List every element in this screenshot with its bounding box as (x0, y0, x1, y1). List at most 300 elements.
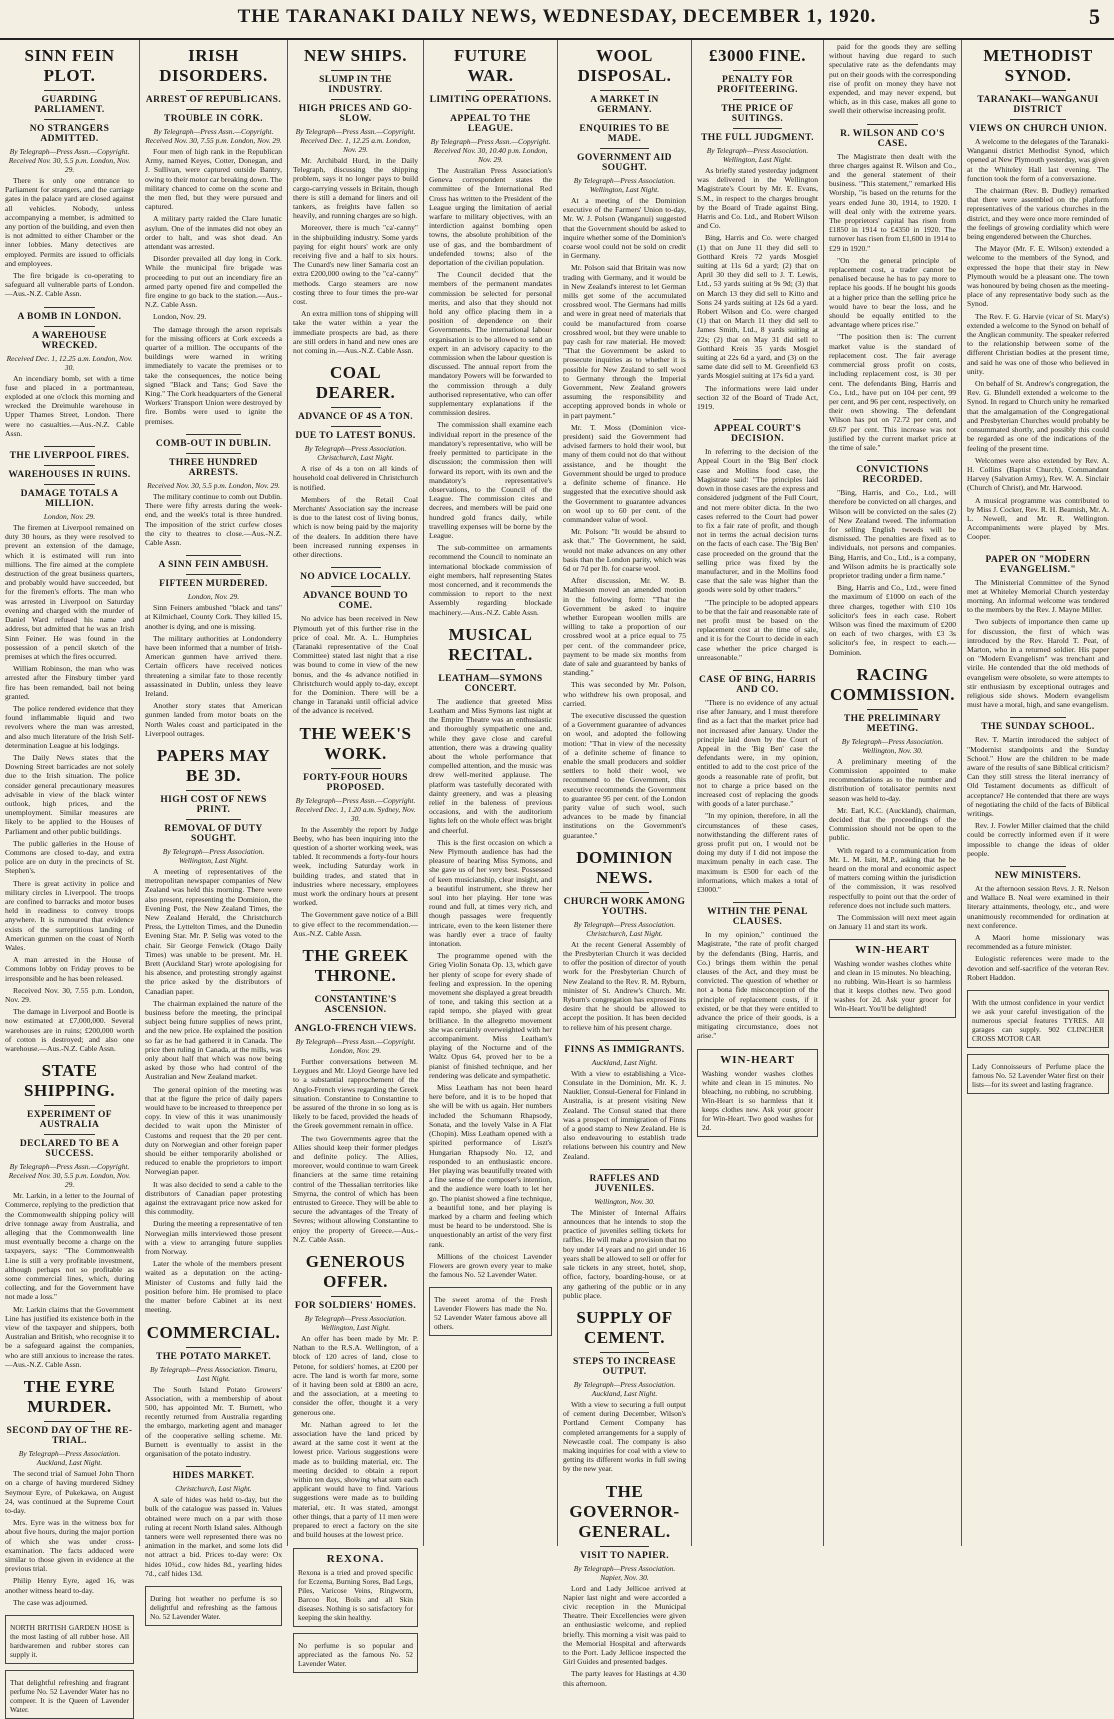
article-paragraph: An incendiary bomb, set with a time fuse and placed in a portmanteau, exploded at one o'clock this morning and wrecked the Dreimuhle warehouse in Upper Thames Street, London. There were no casualties.—Aus.-N.Z. Cable Assn. (5, 373, 134, 438)
article-dateline: By Telegraph—Press Association. Wellington, Last Night. (304, 1314, 407, 1333)
article-paragraph: The Council decided that the members of the permanent mandates commission be selected for personal merits, and also that they should not hold any office placing them in a position of dependence on their Governments. The international labour organisation is to be allowed to send an expert in an advisory capacity to the commission when the labour question is discussed. The annual report from the mandatory Powers will be forwarded to the commission through a duly authorised representative, who can offer supplementary explanations if the commission desires. (429, 270, 552, 418)
article (563, 1308, 686, 1474)
article-subheading: APPEAL COURT'S DECISION. (713, 424, 802, 445)
rule-divider (867, 460, 918, 461)
article-subheading: HIGH PRICES AND GO-SLOW. (298, 104, 413, 124)
advertisement-text: Rexona is a tried and proved specific for Eczema, Burning Sores, Bad Legs, Piles, Varicose Veins, Ringworm, Barcoo Rot, Boils and all Skin diseases. Nothing is so satisfactory for keeping the skin healthy. (298, 1567, 413, 1622)
article-subheading: CHURCH WORK AMONG YOUTHS. (563, 896, 686, 917)
article-dateline: By Telegraph—Press Assn.—Copyright. Received Nov. 30, 5.5 p.m. London, Nov. 29. (8, 1162, 131, 1190)
article-paragraph: The Minister of Internal Affairs announces that he intends to stop the practice of juveniles selling tickets for raffles. He will make a provision that no boy under 14 years and no girl under 16 years shall be allowed to sell or offer for sale tickets in any street, hotel, shop, office, factory, boarding-house, or at any gathering of the public or in any public place. (563, 1207, 687, 1300)
article-subheading: GUARDING PARLIAMENT. (34, 95, 105, 115)
article-paragraph: A musical programme was contributed to by Miss J. Cocker, Rev. R. H. Beamish, Mr. A. L. Newell, and Mr. R. Wellington. Accompaniments were played by Mrs. Cooper. (967, 495, 1110, 542)
article-dateline: Wellington, Nov. 30. (594, 1196, 655, 1206)
rule-divider (44, 446, 96, 447)
article-subheading: STEPS TO INCREASE OUTPUT. (572, 1356, 677, 1377)
article-subheading: WAREHOUSES IN RUINS. (8, 470, 131, 481)
article-dateline: Christchurch, Last Night. (175, 1484, 252, 1494)
article-subheading: APPEAL TO THE LEAGUE. (450, 114, 531, 134)
article-subheading: FINNS AS IMMIGRANTS. (564, 1044, 685, 1055)
article-paragraph: The South Island Potato Growers' Association, with a membership of about 500, has appointed Mr. T. Burnett, who recently returned from Australia regarding the embargo, marketing agent and manager of the cooperative selling scheme. Mr. Burnett is eventually to assist in the organisation of the potato industry. (145, 1384, 282, 1458)
column-1 (0, 40, 140, 1714)
rule-divider (867, 124, 918, 125)
article-subheading: WITHIN THE PENAL CLAUSES. (707, 907, 808, 928)
rule-divider (867, 709, 918, 710)
article (293, 567, 418, 715)
article-paragraph: It was also decided to send a cable to the distributors of Canadian paper protesting against the extravagant price now asked for this commodity. (145, 1179, 282, 1217)
article-paragraph: The two Governments agree that the Allies should keep their former pledges and definite policy. The Allies, moreover, would continue to warn Greek financiers at the same time retaining control of the Thessalian territories like Smyrna, the control of which has been entrusted to Greece. They will be able to secure the advantages of the Treaty of Sevres; without allowing Constantine to enjoy the property of Greece.—Aus.-N.Z. Cable Assn. (293, 1133, 418, 1244)
article-paragraph: The Magistrate then dealt with the three charges against R. Wilson and Co., and the general statement of their business. "This statement," remarked His Worship, "is based on the returns for the years ended June 30, 1914, to 1920. I will deal only with the extreme years. The proprietors' capital has risen from £1850 in 1914 to £4350 in 1920. The turnover has risen from £1,600 in 1914 to £29 in 1920." (829, 151, 956, 253)
column-6 (692, 40, 824, 1546)
rule-divider (733, 419, 781, 420)
article-subheading: VIEWS ON CHURCH UNION. (968, 124, 1108, 134)
article-paragraph: The military authorities at Londonderry have been informed that a number of Irish-American gunmen have arrived there. Certain officers have received notices threatening a similar fate to those recently assassinated in Dublin, unless they leave Ireland. (145, 633, 282, 698)
article-paragraph: "There is no evidence of any actual rise after January, and I must therefore find as a fact that the market price had not increased after January. Under the principle laid down by the Court of Appeal in the 'Big Ben' case the defendants were, in my opinion, entitled to add to the cost price of the goods a reasonable rate of profit, but not to charge a price based on the increased cost of replacing the goods with goods of a later purchase." (697, 697, 818, 809)
rule-divider (600, 892, 649, 893)
article-dateline: By Telegraph—Press Association. Wellington, Last Night. (706, 146, 809, 164)
article (697, 902, 818, 1040)
article-subheading: ENQUIRIES TO BE MADE. (579, 124, 670, 144)
article-subheading: DECLARED TO BE A SUCCESS. (19, 1139, 120, 1160)
article-subheading: EXPERIMENT OF AUSTRALIA (27, 1110, 112, 1131)
article (563, 46, 686, 840)
article (145, 434, 282, 547)
article (967, 866, 1109, 982)
advertisement (967, 990, 1109, 1048)
rule-divider (331, 1296, 381, 1297)
article-paragraph: Later the whole of the members present waited as a deputation on the acting-Minister of Customs and fully laid the position before him. He promised to place the matter before Cabinet at its next meeting. (145, 1259, 282, 1315)
article-paragraph: The damage in Liverpool and Bootle is now estimated at £7,000,000. Several warehouses are in ruins; £200,000 worth of cotton is destroyed; and also one warehouse.—Aus.-N.Z. Cable Assn. (5, 1007, 134, 1054)
article-paragraph: The audience that greeted Miss Leatham and Miss Symons last night at the Empire Theatre was an enthusiastic and thoroughly sympathetic one and, while they gave close and careful attention, there was a drawing quality about the whole performance that compelled attention, and the music was drew well-merited applause. The platform was tastefully decorated with dainty greenery, and was a pleasing relief in the baleness of previous occasions, and with the auditorium lights left on the whole effect was bright and cheerful. (429, 696, 552, 835)
article-subheading: DUE TO LATEST BONUS. (295, 431, 416, 442)
article-dateline: By Telegraph—Press Assn.—Copyright. Received Nov. 30, 5.5 p.m. London, Nov. 29. (8, 147, 131, 174)
rule-divider (733, 902, 781, 903)
article-subheading: NO STRANGERS ADMITTED. (29, 124, 110, 144)
article-paragraph: In the Assembly the report by Judge Beeby, who has been inquiring into the question of a shorter working week, was tabled. It recommends a forty-four hours week, including Saturday work in building trades, and stated that in industries where necessary, employees must work the ordinary hours at present worked. (293, 824, 418, 908)
article-dateline: By Telegraph—Press Association. Christchurch, Last Night. (304, 444, 407, 463)
article-paragraph: A preliminary meeting of the Commission appointed to make recommendations as to the number and distribution of totalisator permits next season was held to-day. (829, 756, 956, 803)
article-dateline: By Telegraph—Press Association. Napier, Nov. 30. (573, 1563, 676, 1582)
article-paragraph: The damage through the arson reprisals for the missing officers at Cork exceeds a quarter of a million. The occupants of the buildings were warned in writing immediately to vacate the premises or to take the consequences, the notice being signed "Black and Tans; God Save the King." The Cork headquarters of the General Workers' Transport Union were destroyed by fire. Bombs were used to ignite the premises. (145, 324, 282, 426)
rule-divider (186, 555, 241, 556)
article-paragraph: No advice has been received in New Plymouth yet of this further rise in the price of coal. Mr. A. L. Humphries (Taranaki representative of the Coal Committee) stated last night that a rise was bound to come in view of the new bonus, and the 4s advance notified in Christchurch would apply to-day, except for the Dominion. There will be a change in Taranaki until official advice of the advance is received. (293, 614, 418, 716)
article-subheading: SLUMP IN THE INDUSTRY. (319, 75, 392, 95)
rule-divider (331, 426, 381, 427)
article-paragraph: Rev. J. Fowler Miller claimed that the child could be correctly informed even if it were impossible to change the ideas of older people. (967, 821, 1109, 858)
article-dateline: By Telegraph—Press Assn.—Copyright. Received Nov. 30, 7.55 p.m. London, Nov. 29. (145, 127, 282, 145)
article (967, 717, 1109, 858)
article (829, 460, 956, 657)
article (145, 1323, 282, 1459)
article-paragraph: Mr. Polson: "It would be absurd to ask that." The Government, he said, would not make advances on any other basis than the London parity, which was 6d or 7d per lb. for coarse wool. (563, 527, 686, 573)
article-dateline: Received Nov. 30, 5.5 p.m. London, Nov. 29. (147, 480, 280, 490)
article (145, 46, 282, 426)
article-paragraph: In my opinion," continued the Magistrate, "the rate of profit charged by the defendants (Bing, Harris, and Co.) brings them within the penal clauses of the Act, and they must be convicted. The question of whether or not a bona fide misconception of the principle of replacement costs, if it existed, or be that they were entitled to advance the price of their goods, is a mitigating circumstance, does not arise." (697, 930, 818, 1041)
article-dateline: By Telegraph—Press Association. Wellington, Last Night. (162, 846, 265, 865)
article-paragraph: "Bing, Harris, and Co., Ltd., will therefore be convicted on all charges, and Wilson will be convicted on the sales (2) of New Zealand tweed. The information for selling English tweeds will be dismissed. The penalties are fixed as to individuals, not persons and companies. Bing, Harris, and Co., Ltd., is a company, and Wilson admits he is practically sole proprietor trading under a firm name." (829, 488, 956, 580)
article-headline: WOOL DISPOSAL. (577, 46, 672, 85)
rule-divider (1010, 866, 1067, 867)
article-paragraph: Bing, Harris and Co., Ltd., were fined the maximum of £1000 on each of the three charges, together with £10 10s solicitor's fees in each case. Robert Wilson was fined the maximum of £200 on each of two charges, with £3 3s solicitor's fee, in respect to each.—Dominion. (829, 583, 956, 657)
rule-divider (331, 70, 381, 71)
article-paragraph: Sinn Feiners ambushed "black and tans" at Kilmichael, County Cork. They killed 15, another is dying, and one is missing. (145, 603, 282, 631)
article-dateline: By Telegraph—Press Assn.—Copyright. Received Dec. 1, 12.25 a.m. London, Nov. 29. (295, 127, 416, 154)
article-subheading: FOR SOLDIERS' HOMES. (294, 1301, 417, 1312)
advertisement-text: No perfume is so popular and appreciated as the famous No. 52 Lavender Water. (298, 1640, 413, 1668)
article-paragraph: Mr. Larkin, in a letter to the Journal of Commerce, replying to the prediction that the Commonwealth shipping policy will drive tonnage away from Australia, and alleging that the Commonwealth line must eventually become a charge on the taxpayers, says: "The Commonwealth Line is still a very profitable investment, although perhaps not so profitable as some commercial lines, which, during collecting, and for the Government have not made a loss." (5, 1191, 134, 1302)
article-subheading: NEW MINISTERS. (994, 871, 1082, 882)
article-paragraph: Four men of high rank in the Republican Army, named Keyes, Cotter, Donegan, and J. Sullivan, were captured outside Bantry, owing to their motor car breaking down. The military chanced to come on the scene and the men fled, but they were pursued and captured. (145, 147, 282, 212)
rule-divider (331, 99, 381, 100)
advertisement-text: Lady Connoisseurs of Perfume place the famous No. 52 Lavender Water first on their lists—for its sweet and lasting fragrance. (972, 1062, 1104, 1090)
article-paragraph: Mrs. Eyre was in the witness box for about five hours, during the major portion of which she was under cross-examination. The facts adduced were similar to those given in evidence at the previous trial. (5, 1518, 134, 1574)
rule-divider (733, 70, 781, 71)
rule-divider (186, 434, 241, 435)
article-dateline: By Telegraph—Press Assn.—Copyright. Received Nov. 30, 10.40 p.m. London, Nov. 29. (430, 137, 551, 164)
article-paragraph: "The position then is: The current market value is the standard of replacement cost. The fair average commercial gross profit on costs, including replacement cost, is 30 per cent. The defendants Bing, Harris and Co., Ltd., have put on 104 per cent, 99 per cent, and 96 per cent, respectively, on their own showing. The defendant Wilson has put on 72.72 per cent, and 69.67 per cent. This increase was not justified by the current market price at the time of sale." (829, 332, 956, 452)
article-paragraph: At the recent General Assembly of the Presbyterian Church it was decided to offer the position of director of youth work for the Presbyterian Church of New Zealand to the Rev. R. M. Ryburn, minister of St. Andrew's Church. Mr. Ryburn's congregation has expressed its desire that he should be allowed to accept the position. It has been decided to relieve him of his present charge. (563, 939, 686, 1032)
article-paragraph: Philip Henry Eyre, aged 16, was another witness heard to-day. (5, 1576, 134, 1595)
article-subheading: LIMITING OPERATIONS. (429, 95, 552, 105)
article-headline: THE WEEK'S WORK. (299, 723, 412, 763)
article-paragraph: The commission shall examine each individual report in the presence of the mandatory's representative, who will be freely permitted to participate in the discussion; the commission then will forward its report, with its own and the mandatory's representative's observations, to the Council of the League. The commission cites and decrees, and members will be paid one hundred gold francs daily, while travelling expenses will be borne by the League. (429, 420, 552, 540)
masthead (0, 0, 1114, 40)
article-subheading: DAMAGE TOTALS A MILLION. (20, 489, 119, 510)
article-headline: NEW SHIPS. (304, 46, 407, 65)
article-paragraph: An extra million tons of shipping will take the water within a year the immediate prospects are bad, as there are still orders in hand and new ones are not coming in.—Aus.-N.Z. Cable Assn. (293, 309, 418, 356)
column-4 (424, 40, 558, 1546)
article-subheading: THREE HUNDRED ARRESTS. (169, 457, 258, 478)
article-paragraph: A military party raided the Clare lunatic asylum. One of the inmates did not obey an order to halt, and was shot dead. An attendant was arrested. (145, 214, 282, 252)
article-dateline: London, Nov. 29. (43, 512, 96, 522)
article (145, 1466, 282, 1578)
advertisement (429, 1287, 552, 1336)
article-paragraph: There is only one entrance to Parliament for strangers, and the carriage gates in the palace yard are closed against all vehicles. Nobody, unless accompanying a member, is admitted to any portion of the building, and even then is not admitted to either Chamber or the inner lobbies. Many detectives are employed. Permits are issued to officials and employees. (5, 176, 134, 268)
advertisement-text: NORTH BRITISH GARDEN HOSE is the most lasting of all rubber hose. All hardwaremen and rubber stores can supply it. (10, 1622, 129, 1659)
article-paragraph: This was seconded by Mr. Polson, who withdrew his own proposal, and carried. (563, 680, 686, 708)
advertisement (293, 1548, 418, 1627)
article-headline: RACING COMMISSION. (830, 664, 955, 704)
article-subheading: ADVANCE BOUND TO COME. (302, 591, 409, 612)
rule-divider (186, 1347, 241, 1348)
article (429, 46, 552, 617)
article-paragraph: The Government gave notice of a Bill to give effect to the recommendation.—Aus.-N.Z. Cable Assn. (293, 910, 418, 938)
article-paragraph: The public galleries in the House of Commons are closed to-day, and extra police are on duty in the precincts of St. Stephen's. (5, 838, 134, 876)
article-subheading: FIFTEEN MURDERED. (159, 579, 268, 590)
article-paragraph: William Robinson, the man who was arrested after the Finsbury timber yard fire has been remanded, bail not being granted. (5, 664, 134, 701)
article-subheading: THE SUNDAY SCHOOL. (981, 722, 1095, 733)
rule-divider (44, 326, 96, 327)
article-paragraph: After discussion, Mr. W. B. Mathieson moved an amended motion in the following form: "That the Government be asked to inquire whether European woollen mills are willing to take a proportion of our crossbred wool at a price equal to 75 per cent. of the commandeer price, payment to be made six months from date of sale and guaranteed by banks of standing." (563, 576, 686, 678)
article-headline: SINN FEIN PLOT. (24, 46, 115, 85)
rule-divider (1010, 717, 1067, 718)
column-8 (962, 40, 1114, 1546)
article-paragraph: A meeting of representatives of the metropolitan newspaper companies of New Zealand was held this morning. There were also present, representing the Dominion, the Evening Post, the New Zealand Times, the New Zealand Herald, the Christchurch Press, the Lyttelton Times, and the Dunedin Evening Star. Mr. P. Selig was voted to the chair. Sir George Fenwick (Otago Daily Times) was unable to be present. Mr. H. Brett (Auckland Star) wrote apologising for his absence, and protesting strongly against the price asked by the distributors of Canadian paper. (145, 866, 282, 996)
rule-divider (733, 128, 781, 129)
article-paragraph: Members of the Retail Coal Merchants' Association say the increase is due to the latest cost of living bonus, which is now being paid by the majority of the dealers. In addition there have been increased running expenses in other directions. (293, 494, 418, 560)
advertisement (293, 1633, 418, 1673)
article-subheading: COMB-OUT IN DUBLIN. (155, 438, 272, 449)
article (293, 724, 418, 938)
article-paragraph: Another story states that American gunmen landed from motor boats on the North Wales coast and participated in the Liverpool outrages. (145, 701, 282, 738)
article-paragraph: The chairman (Rev. B. Dudley) remarked that there were assembled on the platform representatives of the various churches in the district, and they were once more reminded of the feelings of growing cordiality which were being engendered between the Churches. (967, 186, 1109, 242)
rule-divider (331, 990, 381, 991)
article (967, 46, 1109, 542)
article-subheading: A BOMB IN LONDON. (17, 311, 122, 322)
article-paragraph: Mr. Polson said that Britain was now trading with Germany, and it would be in New Zealand's interest to let German mills get some of the accumulated crossbred wool. The Germans had mills and were in great need of materials that could be manufactured from coarse crossbred wool, but they were unable to pay cash for raw material. He moved: "That the Government be asked to prosecute inquiries as to whether it is possible for New Zealand to sell wool to Germany through the Imperial Government, New Zealand growers assuming the responsibility and accepting approved bonds in whole or in part payment." (563, 263, 686, 420)
rule-divider (600, 1040, 649, 1041)
article-headline: DOMINION NEWS. (576, 847, 673, 887)
article-paragraph: A welcome to the delegates of the Taranaki-Wanganui district Methodist Synod, which opened at New Plymouth yesterday, was given at the Whiteley Hall last evening. The function took the form of a conversazione. (967, 137, 1109, 183)
article-paragraph: The Mayor (Mr. F. E. Wilson) extended a welcome to the members of the Synod, and expressed the hope that their stay in New Plymouth would be a pleasant one. The town was honoured by being chosen as the meeting-place of any representative body such as the Synod. (967, 244, 1109, 309)
article-paragraph: Miss Leatham has not been heard here before, and it is to be hoped that she will be with us again. Her numbers included the Schumann Rhapsody, Sonata, and the lovely Valse in A Flat (Chopin). Miss Leatham opened with a spirited performance of Liszt's Hungarian Rhapsody No. 12, and responded to an enthusiastic encore. Her playing was beautifully treated with a fine sense of the composer's intention, and the audience were loath to let her go. The pianist showed a fine technique, a beautiful tone, and her playing is marked by a charm and feeling which must be heard to be understood. She is unquestionably an artist of the very first rank. (429, 1083, 552, 1249)
article-headline: THE GOVERNOR-GENERAL. (569, 1481, 680, 1541)
article-paragraph: As briefly stated yesterday judgment was delivered in the Wellington Magistrate's Court by Mr. E. Evans, S.M., in respect to the charges brought by the Board of Trade against Bing, Harris and Co. Ltd., and Robert Wilson and Co. (697, 166, 818, 231)
advertisement-text: With the utmost confidence in your verdict we ask your careful investigation of the numerous special features TYRES. All garages can supply. 902 CLINCHER CROSS MOTOR CAR (972, 998, 1104, 1044)
article-dateline: By Telegraph—Press Association. Auckland, Last Night. (573, 1379, 676, 1398)
rule-divider (186, 574, 241, 575)
article-subheading: ANGLO-FRENCH VIEWS. (294, 1023, 417, 1034)
article-paragraph: Moreover, there is much "ca'-canny" in the shipbuilding industry. Some yards paying for eight hours' work are only receiving five and a half to six hours. The Cunard's new liner Samaria cost an extra £200,000 owing to the "ca'-canny" methods. Cargo steamers are now costing three to four times the pre-war cost. (293, 223, 418, 307)
article-dateline: By Telegraph—Press Assn.—Copyright. London, Nov. 29. (295, 1036, 416, 1055)
article-dateline: By Telegraph—Press Assn.—Copyright. Received Dec. 1, 1.20 a.m. Sydney, Nov. 30. (295, 795, 416, 823)
article (697, 419, 818, 662)
article-subheading: THE PRICE OF SUITINGS. (721, 104, 794, 124)
article-paragraph: The police rendered evidence that they found inflammable liquid and two revolvers where the man was arrested, and also much literature of the Irish Self-determination League at his lodgings. (5, 703, 134, 750)
advertisement-text: Washing wonder washes clothes white and clean in 15 minutes. No bleaching, no rubbing. Win-Heart is so harmless that it keeps clothes new. Two good washes for 2d. Ask your grocer for Win-Heart. You'll be delighted! (834, 959, 951, 1014)
article (563, 1040, 686, 1161)
article (293, 1252, 418, 1539)
article-paragraph: With a view to securing a full output of cement during December, Wilson's Portland Cement Company has completed arrangements for a supply of Newcastle coal. The company is also making inquiries for coal with a view to getting its different works in full swing by the new year. (563, 1399, 686, 1474)
article-dateline: London, Nov. 29. (187, 592, 240, 602)
article (5, 307, 134, 438)
article-subheading: PAPER ON "MODERN EVANGELISM." (985, 554, 1091, 575)
article-paragraph: The firemen at Liverpool remained on duty 30 hours, as they were resolved to prevent an extension of the damage, which it is estimated will run into millions. The fire aimed at the complete destruction of the great business quarters, and probably would have succeeded, but for the firemen's efforts. The man who was arrested in Liverpool on Saturday evening and charged with the murder of Daniel Ward refused his name and address, but admitted that he was an Irish Sinn Feiner. He was found in the possession of a pencil sketch of the premises at which the fires occurred. (5, 523, 134, 661)
article-paragraph: The Australian Press Association's Geneva correspondent states the committee of the International Red Cross has written to the President of the League urging the limitation of aerial warfare to military objectives, with an interdiction against bombing open towns, the absolute prohibition of the use of gas, and the bombardment of undefended towns; also of the deportation of the civilian population. (429, 166, 552, 268)
column-3 (288, 40, 424, 1668)
article-subheading: HIDES MARKET. (172, 1471, 255, 1482)
article-subheading: LEATHAM—SYMONS CONCERT. (438, 673, 543, 694)
rule-divider (186, 453, 241, 454)
rule-divider (44, 307, 96, 308)
advertisement (967, 1054, 1109, 1094)
article (5, 1061, 134, 1369)
rule-divider (600, 1352, 649, 1353)
article-paragraph: At the afternoon session Revs. J. R. Nelson and Wallace B. Neal were examined in their literary attainments, theology, etc., and were unanimously recommended for ordination at next conference. (967, 884, 1109, 930)
article-subheading: VISIT TO NAPIER. (579, 1550, 670, 1561)
article-paragraph: The Daily News states that the Downing Street barricades are not solely due to the Irish situation. The police consider general precautionary measures advisable in view of the black winter outlook, high prices, and the unemployment. Similar measures are likely to be applied to the Houses of Parliament and other public buildings. (5, 752, 134, 836)
rule-divider (44, 119, 96, 120)
article (293, 946, 418, 1244)
article-paragraph: The Commission will next meet again on January 11 and start its work. (829, 913, 956, 932)
article-paragraph: A Maori home missionary was recommended as a future minister. (967, 933, 1109, 952)
advertisement (5, 1615, 134, 1664)
article-paragraph: Disorder prevailed all day long in Cork. While the municipal fire brigade was proceeding to put out an incendiary fire an armed party opened fire and compelled the fire engine to go back to the station.—Aus.-N.Z. Cable Assn. (145, 254, 282, 310)
article-paragraph: The military continue to comb out Dublin. There were fifty arrests during the week-end, and the week's total is three hundred. The imposition of the strict curfew closes the city to theatres to close.—Aus.-N.Z. Cable Assn. (145, 491, 282, 547)
advertisement (5, 1670, 134, 1719)
article (829, 124, 956, 453)
column-5 (558, 40, 692, 1688)
article-paragraph: Received Nov. 30, 7.55 p.m. London, Nov. 29. (5, 985, 134, 1005)
article-paragraph: Rev. T. Martin introduced the subject of "Modernist standpoints and the Sunday School." How are the children to be made aware of the results of sane Biblical criticism? Can they still stress the literal inerrancy of Old Testament documents as difficult of acceptance? He contended that there are ways of negotiating the child of the facts of Biblical writings. (967, 735, 1109, 818)
rule-divider (331, 407, 381, 408)
article-subheading: THE PRELIMINARY MEETING. (843, 713, 942, 734)
article-paragraph: The party leaves for Hastings at 4.30 this afternoon. (563, 1669, 686, 1688)
article-paragraph: Further conversations between M. Leygues and Mr. Lloyd George have led to a substantial rapprochement of the Anglo-French views regarding the Greek situation. Constantine to Constantine to be assured of the throne in so long as is likely to be faced, provided the heads of the Greek government remain in office. (293, 1056, 418, 1131)
article-dateline: Received Dec. 1, 12.25 a.m. London, Nov. 30. (6, 353, 133, 372)
article-paragraph: The Ministerial Committee of the Synod met at Whiteley Memorial Church yesterday morning. An informal welcome was tendered to the members by the Rev. J. Mayne Miller. (967, 577, 1109, 615)
rule-divider (186, 819, 241, 820)
rule-divider (44, 1421, 96, 1422)
article-subheading: TROUBLE IN CORK. (163, 114, 264, 124)
article-subheading: FORTY-FOUR HOURS PROPOSED. (303, 772, 408, 793)
advertisement-text: That delightful refreshing and fragrant perfume No. 52 Lavender Water has no compeer. It is the Queen of Lavender Water. (10, 1677, 129, 1714)
rule-divider (44, 484, 96, 485)
article-subheading: PENALTY FOR PROFITEERING. (717, 75, 798, 95)
advertisement-text: The sweet aroma of the Fresh Lavender Flowers has made the No. 52 Lavender Water famous above all others. (434, 1295, 547, 1332)
article (829, 42, 956, 116)
article-paragraph: An offer has been made by Mr. P. Nathan to the R.S.A. Wellington, of a block of 120 acres of land, close to Petone, for soldiers' homes, at £200 per acre. The land is worth far more, some of it having been sold at £800 an acre, and the association, at a meeting to consider the offer, thought it a very generous one. (293, 1334, 418, 1417)
rule-divider (331, 1019, 381, 1020)
rule-divider (44, 465, 96, 466)
article-paragraph: With regard to a communication from Mr. L. M. Isitt, M.P., asking that he be heard on the moral and economic aspect of matters coming within the jurisdiction of the commission, it was resolved respectfully to point out that the order of reference does not include such matters. (829, 845, 956, 910)
advertisement-text: During hot weather no perfume is so delightful and refreshing as the famous No. 52 Lavender Water. (150, 1593, 277, 1621)
article-subheading: RAFFLES AND JUVENILES. (589, 1173, 660, 1194)
article-paragraph: paid for the goods they are selling without having due regard to such speculative rate as the defendants may put on their goods with the corresponding rise of profit on money they have not expended, and may never expend, but which, as in this case, makes all gone to swell their otherwise increasing profit. (829, 42, 956, 116)
article-paragraph: The second trial of Samuel John Thorn on a charge of having murdered Sidney Seymour Eyre, of Pukekawa, on August 24, was continued at the Supreme Court to-day. (5, 1469, 134, 1515)
article-headline: THE GREEK THRONE. (302, 945, 409, 985)
article-paragraph: The chairman explained the nature of the business before the meeting, the principal subject being future supplies of news print, and the new price. He explained the position so far as he had gathered it in Canada. The price then ruling in Canada, at the mills, was only about half that which was now being asked by those who had control of the Australian and New Zealand market. (145, 998, 282, 1082)
masthead-title: THE TARANAKI DAILY NEWS, WEDNESDAY, DECEMBER 1, 1920. (237, 6, 877, 27)
rule-divider (186, 90, 241, 91)
article-headline: COMMERCIAL. (146, 1322, 281, 1342)
article-paragraph: Welcomes were also extended by Rev. A. H. Collins (Baptist Church), Commandant Harvey (Salvation Army), Rev. W. A. Sinclair (Church of Christ), and Mr. Harwood. (967, 455, 1109, 493)
rule-divider (1010, 90, 1067, 91)
article-paragraph: In referring to the decision of the Appeal Court in the 'Big Ben' clock case and Mollins food case, the Magistrate said: "The principles laid down in those cases are the express and considered judgment of the Full Court, and not mere obiter dicta. In the two cases referred to the Court had power to fix a fair rate of profit, and though not in terms the actual decision turns on the facts of each case. The 'Big Ben' case proceeded on the ground that the selling price was fixed by the manufacturer, and in the Mollins food case that the sale was higher than the goods were sold by other traders." (697, 447, 818, 595)
article (563, 848, 686, 1032)
article (293, 46, 418, 355)
article-paragraph: A sale of hides was held to-day, but the bulk of the catalogue was passed in. Values obtained were much on a par with those ruling at recent North Island sales. Although tanners were well represented there was no animation in the market, and some lots did not attract a bid. Prices to-day were: Ox hides 10¾d., cow hides 8d., yearling hides 7d., calf hides 13d. (145, 1495, 282, 1578)
rule-divider (600, 1169, 649, 1170)
article-paragraph: A man arrested in the House of Commons lobby on Friday proves to be irresponsible and he has been released. (5, 955, 134, 983)
article-paragraph: The case was adjourned. (13, 1597, 88, 1607)
article-subheading: ARREST OF REPUBLICANS. (145, 95, 282, 105)
article-paragraph: On behalf of St. Andrew's congregation, the Rev. G. Blundell extended a welcome to the Synod. In regard to Church unity he remarked that the amalgamation of the Congregational and Presbyterian Churches would probably be consummated shortly, and possibly this could be regarded as one of the indications of the feeling of the present time. (967, 379, 1109, 453)
rule-divider (44, 1134, 96, 1135)
rule-divider (44, 1105, 96, 1106)
article-subheading: SECOND DAY OF THE RE-TRIAL. (6, 1426, 133, 1447)
advertisement-title: REXONA. (326, 1552, 385, 1565)
article-headline: GENEROUS OFFER. (305, 1252, 406, 1292)
article-headline: IRISH DISORDERS. (159, 46, 268, 85)
rule-divider (466, 669, 515, 670)
article-headline: MUSICAL RECITAL. (448, 624, 533, 664)
article (697, 670, 818, 894)
article-headline: THE EYRE MURDER. (23, 1377, 116, 1417)
advertisement-text: Washing wonder washes clothes white and clean in 15 minutes. No bleaching, no rubbing, no scrubbing. Win-Heart is so harmless that it keeps clothes new. Ask your grocer for Win-Heart. Two good washes for 2d. (702, 1068, 813, 1132)
article-paragraph: The executive discussed the question of a Government guarantee of advances on wool, and adopted the following motion: "That in view of the necessity of a definite scheme of finance to enable the small producers and soldier settlers to hold their wool, we recommend to the Government, this executive recommends the Government to guarantee 95 per cent. of the London parity value of such wool, such advances to be made by financial institutions on the Government's guarantee." (563, 710, 686, 840)
page-number: 5 (1089, 4, 1100, 29)
article-paragraph: During the meeting a representative of ten Norwegian mills interviewed those present with a view to arranging future supplies from Norway. (145, 1219, 282, 1257)
article-paragraph: Lord and Lady Jellicoe arrived at Napier last night and were accorded a civic reception in the Municipal Theatre. Their Excellencies were given an enthusiastic welcome, and replied briefly. This morning a visit was paid to the Memorial Hospital and afterwards to the Port. Lady Jellicoe inspected the Girl Guides and presented badges. (563, 1583, 686, 1667)
article (829, 665, 956, 932)
column-2 (140, 40, 288, 1621)
article-paragraph: Eulogistic references were made to the devotion and self-sacrifice of the veteran Rev. Robert Haddon. (967, 954, 1109, 982)
column-7 (824, 40, 962, 1546)
article-subheading: A MARKET IN GERMANY. (590, 95, 659, 115)
advertisement (829, 939, 956, 1018)
rule-divider (733, 670, 781, 671)
rule-divider (1010, 119, 1067, 120)
article-dateline: By Telegraph—Press Association. Christchurch, Last Night. (573, 919, 676, 938)
article-paragraph: The programme opened with the Grieg Violin Sonata Op. 13, which gave her plenty of scope for every shade of feeling and expression. In the opening movement she displayed a great breadth of tone, and taking this section at a rapid tempo, she played with great brilliance. In the allegretto movement she was certainly overweighted with her accompaniment. Miss Leatham's playing of the Nocturne and of the Waltz Opus 64, proved her to be a pianist of finished technique, and her rendering was delicate and sympathetic. (429, 951, 552, 1080)
article-paragraph: The fire brigade is co-operating to safeguard all vulnerable parts of London.—Aus.-N.Z. Cable Assn. (5, 271, 134, 299)
rule-divider (600, 148, 649, 149)
article-headline: FUTURE WAR. (454, 46, 527, 85)
rule-divider (331, 567, 381, 568)
rule-divider (1010, 550, 1067, 551)
article (5, 446, 134, 1053)
article (563, 1482, 686, 1688)
rule-divider (186, 109, 241, 110)
article (145, 746, 282, 1315)
article-paragraph: There is great activity in police and military circles in Liverpool. The troops are confined to barracks and motor buses held in readiness to convey troops anywhere. It is rumoured that evidence exists of the surreptitious landing of American gunmen on the coast of North Wales. (5, 878, 134, 952)
article-paragraph: Mr. Larkin claims that the Government Line has justified its existence both in the view of the taxpayer and shippers, both Australian and British, who recognise it to be a safeguard against the companies, who are still anxious to increase the rates.—Aus.-N.Z. Cable Assn. (5, 1304, 134, 1369)
article-subheading: TARANAKI—WANGANUI DISTRICT (977, 95, 1099, 115)
article-dateline: By Telegraph—Press Association. Timaru, Last Night. (149, 1364, 278, 1383)
article-paragraph: Two subjects of importance then came up for discussion, the first of which was introduced by the Rev. Harold T. Peat, of Marton, who in a returned soldier. His paper on "Modern Evangelism" was trenchant and virile. He contended that the old methods of evangelism were obsolete, so were attempts to stir enthusiasm by exceptional outrages and religious side shows. Modern evangelism must have a moral, high, and sane evangelism. (967, 617, 1109, 710)
article-paragraph: This is the first occasion on which a New Plymouth audience has had the pleasure of hearing Miss Symons, and she gave us of her very best. Possessed of keen musicianship, clear insight, and a beautiful instrument, she threw her soul into her playing. Her tone was round and full, at times very rich, and though passages were frequently intricate, even to the keen listener there was hardly ever a trace of faulty intonation. (429, 837, 552, 949)
article (145, 555, 282, 738)
article-paragraph: The general opinion of the meeting was that at the figure the price of daily papers would have to be increased to threepence per copy. In view of this it was unanimously decided to wait upon the Minister of Customs and request that the 20 per cent. duty on Norwegian and other foreign paper should be either temporarily abolished or reduced to enable the proprietors to import Norwegian paper. (145, 1084, 282, 1177)
article-subheading: HIGH COST OF NEWS PRINT. (160, 794, 267, 815)
article-dateline: By Telegraph—Press Association. Wellington, Nov. 30. (841, 736, 944, 755)
article-dateline: Auckland, Last Night. (591, 1057, 658, 1067)
article-paragraph: Mr. Nathan agreed to let the association have the land priced by award at the same cost it went at the lowest price. Various suggestions were made as to building material, etc. The meeting decided to obtain a report within ten days, showing what sum each applicant would have to find. Various suggestions were made as to building material, etc. It was stated, amongst other things, that a party of 11 men were prepared to erect a factory on the site and build houses at the lowest price. (293, 1419, 418, 1540)
rule-divider (186, 1466, 241, 1467)
article-subheading: A WAREHOUSE WRECKED. (32, 330, 107, 351)
advertisement-title: WIN-HEART (720, 1053, 795, 1066)
article-paragraph: The sub-committee on armaments recommend the Council to nominate an international blockade commission of eight members, half representing States most concerned, and it recommends the commission to report to the next Assembly regarding blockade machinery.—Aus.-N.Z. Cable Assn. (429, 543, 552, 617)
rule-divider (186, 790, 241, 791)
rule-divider (44, 90, 96, 91)
advertisement (697, 1049, 818, 1137)
article-paragraph: Mr. Earl, K.C. (Auckland), chairman, decided that the proceedings of the Commission should not be open to the public. (829, 805, 956, 843)
article-headline: £3000 FINE. (708, 46, 807, 65)
article-paragraph: Millions of the choicest Lavender Flowers are grown every year to make the famous No. 52 Lavender Water. (429, 1251, 552, 1280)
article-subheading: CONSTANTINE'S ASCENSION. (314, 994, 397, 1015)
article-paragraph: "In my opinion, therefore, in all the circumstances of these cases, notwithstanding the different rates of gross profit put on, I would not be doing my duty if I did not impose the maximum penalty in each case. The maximum is £500 for each of the informations, which makes a total of £3000." (697, 811, 818, 895)
rule-divider (600, 90, 649, 91)
article-subheading: NO ADVICE LOCALLY. (300, 572, 411, 583)
article-paragraph: London, Nov. 29. (153, 312, 207, 322)
article-headline: SUPPLY OF CEMENT. (576, 1307, 673, 1347)
article (5, 1377, 134, 1607)
article-paragraph: "The principle to be adopted appears to be that the fair and reasonable rate of net profit must be based on the replacement cost at the time of sale, and it is for the Court to decide in each case whether the price charged is unreasonable." (697, 597, 818, 662)
article-subheading: CONVICTIONS RECORDED. (856, 465, 929, 486)
article (293, 363, 418, 559)
article-paragraph: Mr. T. Moss (Dominion vice-president) said the Government had advised farmers to hold their wool, but many of them could not do that without assistance, and he thought the Government should be urged to produce a definite scheme of finance. He suggested that the executive should ask the Government to guarantee advances on wool up to 60 per cent. of the commandeer value of wool. (563, 422, 686, 524)
article-dateline: By Telegraph—Press Association. Auckland, Last Night. (18, 1449, 121, 1468)
article-subheading: CASE OF BING, HARRIS AND CO. (699, 674, 816, 695)
article-paragraph: The Rev. F. G. Harvie (vicar of St. Mary's) extended a welcome to the Synod on behalf of the Anglican community. The speaker referred to the relationship between some of the different Christian bodies at the present time, and said he was one of those who believed in unity. (967, 311, 1109, 376)
article-subheading: THE FULL JUDGMENT. (701, 133, 814, 143)
rule-divider (466, 109, 515, 110)
article-subheading: A SINN FEIN AMBUSH. (158, 560, 269, 571)
article-headline: METHODIST SYNOD. (983, 46, 1093, 85)
article-headline: STATE SHIPPING. (24, 1061, 115, 1101)
rule-divider (600, 119, 649, 120)
article-paragraph: Mr. Archibald Hurd, in the Daily Telegraph, discussing the shipping problem, says it no longer pays to build cargo-carrying vessels in Britain, though there is still a demand for liners and oil tankers, as freights have fallen so heavily, and running charges are so high. (293, 156, 418, 221)
